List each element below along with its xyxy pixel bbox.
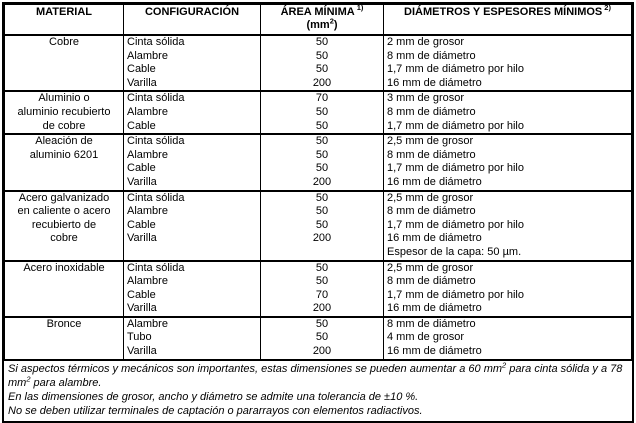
col-header-diametros <box>384 5 632 36</box>
diametro-espesor-cell: 1,7 mm de diámetro por hilo <box>384 120 632 135</box>
configuracion-cell: Varilla <box>124 77 261 92</box>
table-body <box>5 35 632 359</box>
material-line: Bronce <box>46 317 82 330</box>
area-minima-cell: 50 <box>261 106 384 120</box>
material-line: en caliente o acero <box>17 205 111 218</box>
diametro-espesor-cell: 16 mm de diámetro <box>384 232 632 246</box>
area-minima-cell: 50 <box>261 261 384 276</box>
area-minima-cell: 200 <box>261 302 384 317</box>
material-cell <box>5 191 124 261</box>
diametro-espesor-cell: 8 mm de diámetro <box>384 205 632 219</box>
footnote-3: No se deben utilizar terminales de captación o pararrayos con elementos radiactivos. <box>8 404 423 417</box>
header-row <box>5 5 632 36</box>
diametro-espesor-cell: 8 mm de diámetro <box>384 317 632 332</box>
col-header-configuracion-label: CONFIGURACIÓN <box>144 6 240 18</box>
configuracion-cell: Alambre <box>124 50 261 64</box>
material-line: recubierto de <box>31 218 97 231</box>
diametro-espesor-cell: 1,7 mm de diámetro por hilo <box>384 162 632 176</box>
area-minima-cell: 200 <box>261 232 384 246</box>
col-header-area-minima <box>261 5 384 36</box>
diametro-espesor-cell: 1,7 mm de diámetro por hilo <box>384 63 632 77</box>
configuracion-cell: Alambre <box>124 317 261 332</box>
diametro-espesor-cell: 8 mm de diámetro <box>384 106 632 120</box>
diametro-espesor-cell: 2,5 mm de grosor <box>384 261 632 276</box>
material-cell <box>5 261 124 317</box>
area-minima-cell: 200 <box>261 345 384 359</box>
configuracion-cell: Cinta sólida <box>124 91 261 106</box>
diametros-footnote-ref: 2) <box>604 3 611 13</box>
area-minima-cell: 50 <box>261 331 384 345</box>
mm2-superscript: 2 <box>26 374 31 383</box>
diametro-espesor-cell: 2,5 mm de grosor <box>384 191 632 206</box>
footnote-2: En las dimensiones de grosor, ancho y diámetro se admite una tolerancia de ±10 %. <box>8 390 419 403</box>
configuracion-cell: Alambre <box>124 149 261 163</box>
material-line: aluminio recubierto <box>17 105 111 118</box>
material-line: Aleación de <box>35 135 93 148</box>
area-minima-cell: 50 <box>261 219 384 233</box>
area-minima-cell <box>261 246 384 261</box>
area-minima-cell: 50 <box>261 120 384 135</box>
table-row <box>5 261 632 276</box>
table-row <box>5 134 632 149</box>
table-row <box>5 191 632 206</box>
area-minima-cell: 50 <box>261 50 384 64</box>
diametro-espesor-cell: 16 mm de diámetro <box>384 77 632 92</box>
area-unit-superscript: 2 <box>329 16 334 26</box>
configuracion-cell: Alambre <box>124 106 261 120</box>
area-footnote-ref: 1) <box>356 3 364 13</box>
material-cell <box>5 35 124 91</box>
material-cell <box>5 91 124 134</box>
area-minima-cell: 200 <box>261 77 384 92</box>
diametro-espesor-cell: 8 mm de diámetro <box>384 149 632 163</box>
diametro-espesor-cell: 1,7 mm de diámetro por hilo <box>384 219 632 233</box>
area-minima-cell: 50 <box>261 275 384 289</box>
material-line: Aluminio o <box>38 92 90 105</box>
configuracion-cell: Cinta sólida <box>124 35 261 50</box>
diametro-espesor-cell: 4 mm de grosor <box>384 331 632 345</box>
diametro-espesor-cell: 16 mm de diámetro <box>384 176 632 191</box>
configuracion-cell: Tubo <box>124 331 261 345</box>
configuracion-cell: Cinta sólida <box>124 134 261 149</box>
diametro-espesor-cell: 8 mm de diámetro <box>384 275 632 289</box>
area-header-unit: $(mm^2)$ <box>306 16 338 31</box>
configuracion-cell: Varilla <box>124 345 261 359</box>
table-row <box>5 91 632 106</box>
material-line: Acero inoxidable <box>23 261 105 274</box>
area-minima-cell: 50 <box>261 149 384 163</box>
area-minima-cell: 50 <box>261 162 384 176</box>
col-header-material <box>5 5 124 36</box>
diametro-espesor-cell: 1,7 mm de diámetro por hilo <box>384 289 632 303</box>
area-minima-cell: 50 <box>261 317 384 332</box>
configuracion-cell: Alambre <box>124 275 261 289</box>
diametro-espesor-cell: 2 mm de grosor <box>384 35 632 50</box>
material-line: aluminio 6201 <box>29 148 99 161</box>
configuracion-cell: Cinta sólida <box>124 261 261 276</box>
area-minima-cell: 50 <box>261 205 384 219</box>
area-minima-cell: 50 <box>261 35 384 50</box>
diametro-espesor-cell: 3 mm de grosor <box>384 91 632 106</box>
configuracion-cell: Cable <box>124 63 261 77</box>
configuracion-cell: Varilla <box>124 232 261 246</box>
area-minima-cell: 50 <box>261 134 384 149</box>
area-minima-cell: 50 <box>261 63 384 77</box>
mm2-superscript: 2 <box>502 360 507 369</box>
diametro-espesor-cell: 16 mm de diámetro <box>384 345 632 359</box>
col-header-diametros-label: DIÁMETROS Y ESPESORES MÍNIMOS <box>404 6 603 18</box>
area-minima-cell: 200 <box>261 176 384 191</box>
diametro-espesor-cell: 8 mm de diámetro <box>384 50 632 64</box>
material-line: de cobre <box>42 119 86 132</box>
table-row <box>5 35 632 50</box>
material-cell <box>5 317 124 359</box>
footnote-1: Si aspectos térmicos y mecánicos son importantes, estas dimensiones se pueden aumentar a 60 $mm^2$ para cinta sólida y a 78 $mm^2$ para alambre. <box>8 360 623 389</box>
material-line: cobre <box>50 232 78 245</box>
area-minima-cell: 70 <box>261 91 384 106</box>
configuracion-cell: Cable <box>124 219 261 233</box>
col-header-configuracion <box>124 5 261 36</box>
diametro-espesor-cell: Espesor de la capa: 50 µm. <box>384 246 632 261</box>
configuracion-cell: Cable <box>124 120 261 135</box>
configuracion-cell: Cable <box>124 162 261 176</box>
table-row <box>5 317 632 332</box>
materials-table-document <box>2 2 634 423</box>
configuracion-cell: Varilla <box>124 176 261 191</box>
configuracion-cell <box>124 246 261 261</box>
materials-table <box>4 4 632 359</box>
configuracion-cell: Alambre <box>124 205 261 219</box>
configuracion-cell: Cable <box>124 289 261 303</box>
area-minima-cell: 70 <box>261 289 384 303</box>
diametro-espesor-cell: 2,5 mm de grosor <box>384 134 632 149</box>
material-cell <box>5 134 124 190</box>
diametro-espesor-cell: 16 mm de diámetro <box>384 302 632 317</box>
material-line: Cobre <box>49 36 79 48</box>
configuracion-cell: Varilla <box>124 302 261 317</box>
area-header-line1: ÁREA MÍNIMA $^{1)}$ <box>280 3 364 18</box>
area-minima-cell: 50 <box>261 191 384 206</box>
configuracion-cell: Cinta sólida <box>124 191 261 206</box>
col-header-material-label: MATERIAL <box>35 6 92 18</box>
material-line: Acero galvanizado <box>18 191 110 204</box>
footnotes <box>4 359 632 421</box>
